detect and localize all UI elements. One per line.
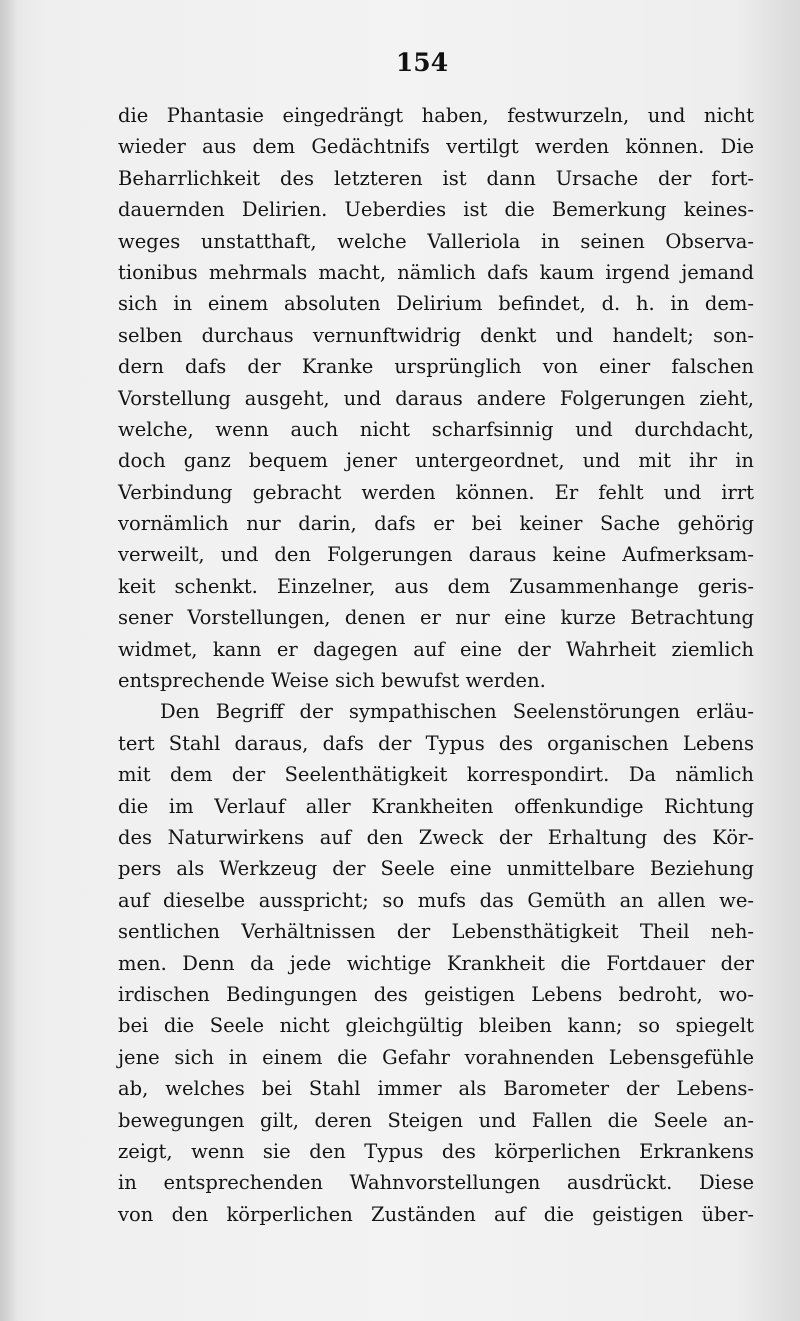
text-line: die im Verlauf aller Krankheiten offenkundige Richtung bbox=[118, 794, 754, 818]
text-line: wieder aus dem Gedächtnifs vertilgt werden können. Die bbox=[118, 135, 754, 159]
text-line: Vorstellung ausgeht, und daraus andere Folgerungen zieht, bbox=[118, 386, 754, 410]
text-line: welche, wenn auch nicht scharfsinnig und durchdacht, bbox=[118, 417, 754, 441]
text-line: widmet, kann er dagegen auf eine der Wahrheit ziemlich bbox=[118, 637, 754, 661]
text-line: entsprechende Weise sich bewufst werden. bbox=[118, 669, 546, 693]
text-line: keit schenkt. Einzelner, aus dem Zusammenhange geris- bbox=[118, 574, 754, 598]
text-line: mit dem der Seelenthätigkeit korrespondirt. Da nämlich bbox=[118, 763, 754, 787]
page-edge-shadow bbox=[0, 0, 18, 1321]
text-line: Verbindung gebracht werden können. Er fehlt und irrt bbox=[118, 480, 754, 504]
text-line: irdischen Bedingungen des geistigen Lebens bedroht, wo- bbox=[118, 982, 754, 1006]
text-line: tert Stahl daraus, dafs der Typus des organischen Lebens bbox=[118, 731, 754, 755]
text-line: sich in einem absoluten Delirium befindet, d. h. in dem- bbox=[118, 292, 754, 316]
text-line: ab, welches bei Stahl immer als Barometer der Lebens- bbox=[118, 1077, 754, 1101]
text-line: Beharrlichkeit des letzteren ist dann Ursache der fort- bbox=[118, 166, 754, 190]
text-line: sener Vorstellungen, denen er nur eine kurze Betrachtung bbox=[118, 606, 754, 630]
text-line: bei die Seele nicht gleichgültig bleiben kann; so spiegelt bbox=[118, 1014, 754, 1038]
page-number: 154 bbox=[395, 48, 449, 77]
text-line: die Phantasie eingedrängt haben, festwurzeln, und nicht bbox=[118, 104, 754, 127]
text-line: in entsprechenden Wahnvorstellungen ausdrückt. Diese bbox=[118, 1171, 754, 1195]
text-line: dauernden Delirien. Ueberdies ist die Bemerkung keines- bbox=[118, 198, 754, 222]
text-line: jene sich in einem die Gefahr vorahnenden Lebensgefühle bbox=[118, 1045, 754, 1069]
text-line: verweilt, und den Folgerungen daraus keine Aufmerksam- bbox=[118, 543, 754, 567]
text-line: pers als Werkzeug der Seele eine unmittelbare Beziehung bbox=[118, 857, 754, 881]
text-line: des Naturwirkens auf den Zweck der Erhaltung des Kör- bbox=[118, 825, 754, 849]
text-line: sentlichen Verhältnissen der Lebensthätigkeit Theil neh- bbox=[118, 920, 754, 944]
body-text bbox=[118, 100, 754, 1230]
text-line: dern dafs der Kranke ursprünglich von einer falschen bbox=[118, 355, 754, 379]
text-line: selben durchaus vernunftwidrig denkt und handelt; son- bbox=[118, 323, 754, 347]
text-line: men. Denn da jede wichtige Krankheit die Fortdauer der bbox=[118, 951, 754, 975]
text-line: weges unstatthaft, welche Valleriola in seinen Observa- bbox=[118, 229, 754, 253]
text-line: auf dieselbe ausspricht; so mufs das Gemüth an allen we- bbox=[118, 888, 754, 912]
text-line: Den Begriff der sympathischen Seelenstörungen erläu- bbox=[160, 700, 754, 724]
text-line: zeigt, wenn sie den Typus des körperlichen Erkrankens bbox=[118, 1139, 754, 1163]
text-line: tionibus mehrmals macht, nämlich dafs kaum irgend jemand bbox=[118, 260, 754, 284]
text-line: vornämlich nur darin, dafs er bei keiner Sache gehörig bbox=[118, 512, 754, 536]
text-line: von den körperlichen Zuständen auf die geistigen über- bbox=[118, 1202, 754, 1226]
text-line: doch ganz bequem jener untergeordnet, und mit ihr in bbox=[118, 449, 754, 473]
text-line: bewegungen gilt, deren Steigen und Fallen die Seele an- bbox=[118, 1108, 754, 1132]
